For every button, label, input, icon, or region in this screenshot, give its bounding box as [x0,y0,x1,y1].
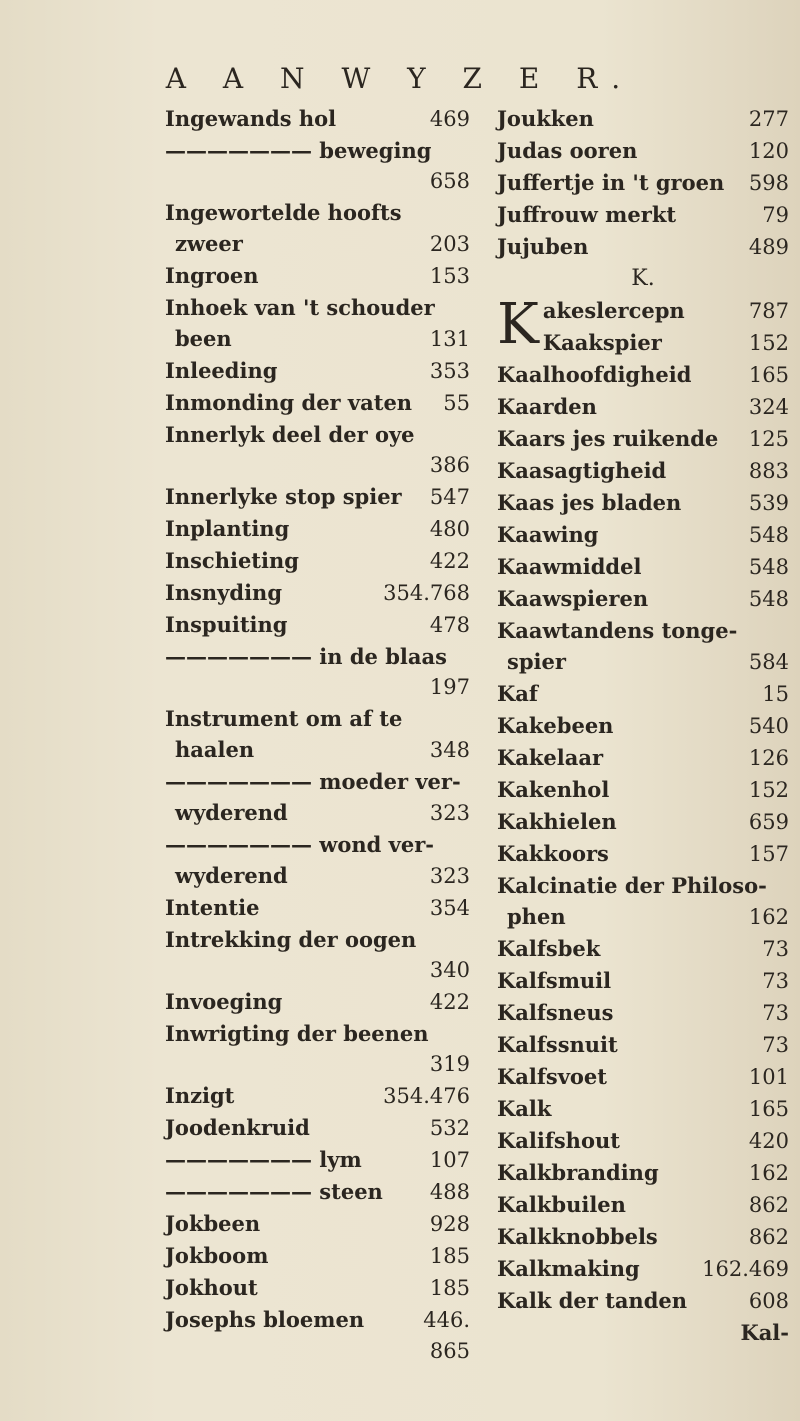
index-entry [497,1189,789,1221]
entry-page-number: 73 [762,1033,789,1057]
entry-line [497,1253,789,1285]
entry-line [165,1240,470,1272]
entry-line [165,135,470,166]
entry-line [165,419,470,450]
entry-number-line [165,450,470,481]
entry-term: Kaalhoofdigheid [497,362,692,387]
index-entry [497,1253,789,1285]
entry-term: Kalfsneus [497,1000,614,1025]
entry-term: Kaawspieren [497,586,649,611]
entry-term: Inspuiting [165,612,288,637]
entry-number-line [165,672,470,703]
entry-page-number: 15 [762,682,789,706]
entry-term: Juffrouw merkt [497,202,677,227]
index-entry [497,103,789,135]
entry-page-number: 157 [748,842,789,866]
entry-term: Kakelaar [497,745,604,770]
index-entry [497,199,789,231]
entry-line [497,615,789,646]
entry-page-number: 120 [748,139,789,163]
entry-page-number: 125 [748,427,789,451]
entry-page-number: 540 [748,714,789,738]
entry-line [165,641,470,672]
index-entry [497,933,789,965]
entry-page-number: 862 [748,1193,789,1217]
entry-line [165,1272,470,1304]
entry-term: Kalfsbek [497,936,601,961]
entry-page-number: 185 [429,1276,470,1300]
entry-line [165,609,470,641]
entry-term: Ingewortelde hoofts [165,200,402,225]
entry-page-number: 185 [429,1244,470,1268]
index-entry [497,1285,789,1317]
index-entry [497,391,789,423]
entry-line [165,387,470,419]
left-column [165,103,470,1367]
index-entry [165,419,470,481]
entry-page-number: 107 [429,1148,470,1172]
index-entry [497,838,789,870]
entry-line [543,327,789,359]
entry-line [497,1221,789,1253]
index-entry [165,609,470,641]
entry-page-number: 152 [748,778,789,802]
entry-page-number: 532 [429,1116,470,1140]
entry-term: Kaars jes ruikende [497,426,719,451]
entry-page-number: 422 [429,549,470,573]
entry-page-number: 101 [748,1065,789,1089]
entry-term: Juffertje in 't groen [497,170,725,195]
index-entry [497,742,789,774]
entry-continuation-line [165,734,470,766]
entry-page-number: 548 [748,555,789,579]
index-entry [497,551,789,583]
index-entry [165,292,470,355]
index-entry [497,615,789,678]
entry-line [165,829,470,860]
entry-page-number: 126 [748,746,789,770]
entry-term: ——————— beweging [165,138,432,163]
entry-line [497,838,789,870]
entry-line [497,1125,789,1157]
entry-term: Ingroen [165,263,259,288]
entry-term: Kakkoors [497,841,609,866]
entry-line [165,292,470,323]
index-entry [165,924,470,986]
entry-term: Jujuben [497,234,589,259]
entry-page-number: 73 [762,969,789,993]
entry-term: Invoeging [165,989,283,1014]
entry-line [497,551,789,583]
entry-line [165,481,470,513]
index-list-right-k [497,292,789,1317]
entry-line [497,423,789,455]
entry-continuation-line [497,901,789,933]
index-entry [165,387,470,419]
catchword [497,1317,789,1349]
index-entry [165,1208,470,1240]
entry-line [497,997,789,1029]
entry-page-number: 319 [429,1052,470,1076]
entry-line [497,391,789,423]
entry-line [165,1176,470,1208]
entry-line [497,742,789,774]
entry-term: Inhoek van 't schouder [165,295,435,320]
entry-term: Kaawing [497,522,599,547]
entry-line [497,135,789,167]
entry-number-line [165,1049,470,1080]
entry-continuation-line [165,860,470,892]
index-entry [165,135,470,197]
entry-line [497,1061,789,1093]
entry-line [497,1093,789,1125]
entry-line [497,1029,789,1061]
index-entry [497,583,789,615]
entry-term: Inwrigting der beenen [165,1021,429,1046]
entry-page-number: 73 [762,937,789,961]
index-entry [165,986,470,1018]
entry-term: ——————— steen [165,1179,383,1204]
entry-term: Intrekking der oogen [165,927,417,952]
entry-term: Kaawmiddel [497,554,642,579]
entry-term: Inmonding der vaten [165,390,413,415]
entry-term: Jokbeen [165,1211,261,1236]
entry-page-number: 55 [443,391,470,415]
entry-term: Intentie [165,895,260,920]
entry-line [165,577,470,609]
entry-page-number: 323 [429,864,470,888]
entry-page-number: 203 [429,232,470,256]
entry-term: Kaf [497,681,538,706]
entry-continuation-line [165,797,470,829]
entry-page-number: 584 [748,650,789,674]
section-letter-k: K. [631,266,655,291]
index-entry [165,1272,470,1304]
entry-page-number: 658 [429,169,470,193]
entry-page-number: 787 [748,299,789,323]
index-entry [497,678,789,710]
entry-term: Kaarden [497,394,597,419]
entry-line [165,1304,470,1336]
entry-line [165,260,470,292]
entry-page-number: 162 [748,1161,789,1185]
entry-page-number: 420 [748,1129,789,1153]
index-entry [165,1144,470,1176]
entry-page-number: 354.768 [383,581,470,605]
entry-line [165,986,470,1018]
entry-line [497,455,789,487]
page-header: A A N W Y Z E R. [165,62,635,95]
entry-term: Kakenhol [497,777,610,802]
index-entry [497,997,789,1029]
entry-page-number: 153 [429,264,470,288]
dropcap-letter: K [497,292,539,357]
index-entry [497,231,789,263]
right-column [497,103,789,1349]
entry-line [165,1144,470,1176]
entry-line [165,703,470,734]
index-entry [165,766,470,829]
entry-term: Jokboom [165,1243,269,1268]
entry-page-number: 340 [429,958,470,982]
entry-number-line [165,955,470,986]
entry-term: Joodenkruid [165,1115,310,1140]
entry-page-number: 131 [429,327,470,351]
entry-page-number: 73 [762,1001,789,1025]
entry-term: Kalkknobbels [497,1224,658,1249]
index-entry [497,519,789,551]
index-entry [497,774,789,806]
entry-line [497,519,789,551]
entry-term: Innerlyke stop spier [165,484,402,509]
entry-line [497,167,789,199]
entry-line [497,359,789,391]
entry-line [165,545,470,577]
index-entry [165,829,470,892]
index-list-left [165,103,470,1367]
entry-term: Kalifshout [497,1128,620,1153]
entry-continuation-line [165,228,470,260]
entry-line [497,806,789,838]
entry-page-number: 469 [429,107,470,131]
entry-term: Kaakspier [542,330,662,355]
entry-term: Kalfssnuit [497,1032,618,1057]
entry-line [497,583,789,615]
index-entry [165,481,470,513]
entry-line [165,766,470,797]
index-entry [497,327,789,359]
index-entry [165,1176,470,1208]
entry-page-number: 488 [429,1180,470,1204]
entry-term: Joukken [497,106,594,131]
entry-term: Jokhout [165,1275,258,1300]
index-entry [165,260,470,292]
index-list-right-j [497,103,789,263]
entry-line [497,487,789,519]
entry-page-number: 548 [748,587,789,611]
entry-term: Kakhielen [497,809,617,834]
entry-page-number: 539 [748,491,789,515]
index-entry [165,513,470,545]
entry-term: ——————— lym [165,1147,362,1172]
index-entry [165,355,470,387]
entry-page-number: 883 [748,459,789,483]
index-entry [497,1157,789,1189]
entry-page-number: 162 [748,905,789,929]
entry-continuation: phen [507,904,566,929]
entry-line [165,197,470,228]
entry-page-number: 354 [429,896,470,920]
index-entry [497,455,789,487]
entry-term: Innerlyk deel der oye [165,422,415,447]
entry-line [497,774,789,806]
index-entry [165,1304,470,1367]
index-entry [497,359,789,391]
entry-page-number: 197 [429,675,470,699]
entry-term: ——————— in de blaas [165,644,447,669]
index-entry [497,806,789,838]
entry-line [165,513,470,545]
index-entry [497,1093,789,1125]
index-entry [497,1125,789,1157]
index-entry [165,197,470,260]
index-entry [165,1018,470,1080]
entry-continuation-line [165,323,470,355]
index-entry [497,710,789,742]
index-entry [497,1061,789,1093]
entry-term: Insnyding [165,580,282,605]
entry-term: akeslercepn [542,298,685,323]
entry-line [497,933,789,965]
entry-term: Inleeding [165,358,278,383]
entry-line [497,231,789,263]
entry-line [165,355,470,387]
entry-number-line [165,166,470,197]
entry-term: Josephs bloemen [165,1307,365,1332]
index-entry [497,870,789,933]
catchword-text: Kal- [740,1320,789,1345]
entry-page-number: 79 [762,203,789,227]
entry-page-number: 422 [429,990,470,1014]
index-entry [165,703,470,766]
entry-line [497,1157,789,1189]
entry-continuation: been [175,326,232,351]
entry-term: Kalfsmuil [497,968,612,993]
entry-term: Instrument om af te [165,706,403,731]
index-entry [165,641,470,703]
entry-page-number: 598 [748,171,789,195]
entry-page-number: 548 [748,523,789,547]
entry-page-number: 659 [748,810,789,834]
entry-line [497,870,789,901]
index-entry [165,1240,470,1272]
entry-line [497,965,789,997]
entry-page-number: 323 [429,801,470,825]
entry-term: ——————— wond ver- [165,832,435,857]
entry-page-number: 608 [748,1289,789,1313]
entry-page-number: 547 [429,485,470,509]
index-entry [165,545,470,577]
entry-continuation-line [497,646,789,678]
entry-page-number: 354.476 [383,1084,470,1108]
entry-line [165,892,470,924]
entry-term: ——————— moeder ver- [165,769,461,794]
entry-line [165,1018,470,1049]
entry-continuation: zweer [175,231,243,256]
entry-page-number: 928 [429,1212,470,1236]
entry-page-number: 446. [423,1308,470,1332]
entry-page-number: 386 [429,453,470,477]
entry-page-number: 324 [748,395,789,419]
entry-term: Kalk der tanden [497,1288,688,1313]
entry-continuation: wyderend [175,800,288,825]
entry-line [497,1189,789,1221]
entry-line [165,924,470,955]
entry-line [497,710,789,742]
entry-term: Kalfsvoet [497,1064,607,1089]
entry-term: Judas ooren [497,138,638,163]
entry-term: Kalk [497,1096,552,1121]
entry-term: Kalkbranding [497,1160,659,1185]
entry-page-number: 480 [429,517,470,541]
entry-term: Kalcinatie der Philoso- [497,873,767,898]
entry-term: Inplanting [165,516,290,541]
entry-number-line-2 [165,1336,470,1367]
entry-line [165,1208,470,1240]
entry-term: Inschieting [165,548,299,573]
entry-line [497,1285,789,1317]
entry-page-number: 162.469 [702,1257,789,1281]
entry-page-number: 277 [748,107,789,131]
index-entry [497,135,789,167]
entry-term: Kaawtandens tonge- [497,618,738,643]
entry-term: Kaasagtigheid [497,458,667,483]
index-entry [165,892,470,924]
entry-line [543,295,789,327]
index-entry [497,965,789,997]
entry-page-number: 165 [748,363,789,387]
entry-line [165,1080,470,1112]
index-entry [497,487,789,519]
entry-term: Ingewands hol [165,106,337,131]
entry-page-number: 478 [429,613,470,637]
entry-page-number: 862 [748,1225,789,1249]
entry-continuation: spier [507,649,566,674]
index-entry [497,1221,789,1253]
entry-page-number: 152 [748,331,789,355]
entry-page-number: 353 [429,359,470,383]
entry-continuation: wyderend [175,863,288,888]
entry-page-number: 165 [748,1097,789,1121]
index-entry [165,1112,470,1144]
entry-term: Kakebeen [497,713,614,738]
entry-line [497,678,789,710]
entry-line [497,199,789,231]
index-entry [497,167,789,199]
entry-term: Kalkmaking [497,1256,640,1281]
entry-term: Kaas jes bladen [497,490,682,515]
index-entry [497,423,789,455]
index-entry [165,577,470,609]
entry-page-number-2: 865 [429,1339,470,1363]
entry-line [165,1112,470,1144]
index-entry [497,1029,789,1061]
index-entry [165,1080,470,1112]
entry-page-number: 489 [748,235,789,259]
entry-term: Inzigt [165,1083,235,1108]
entry-page-number: 348 [429,738,470,762]
entry-line [497,103,789,135]
entry-continuation: haalen [175,737,255,762]
entry-line [165,103,470,135]
entry-term: Kalkbuilen [497,1192,626,1217]
index-entry [165,103,470,135]
